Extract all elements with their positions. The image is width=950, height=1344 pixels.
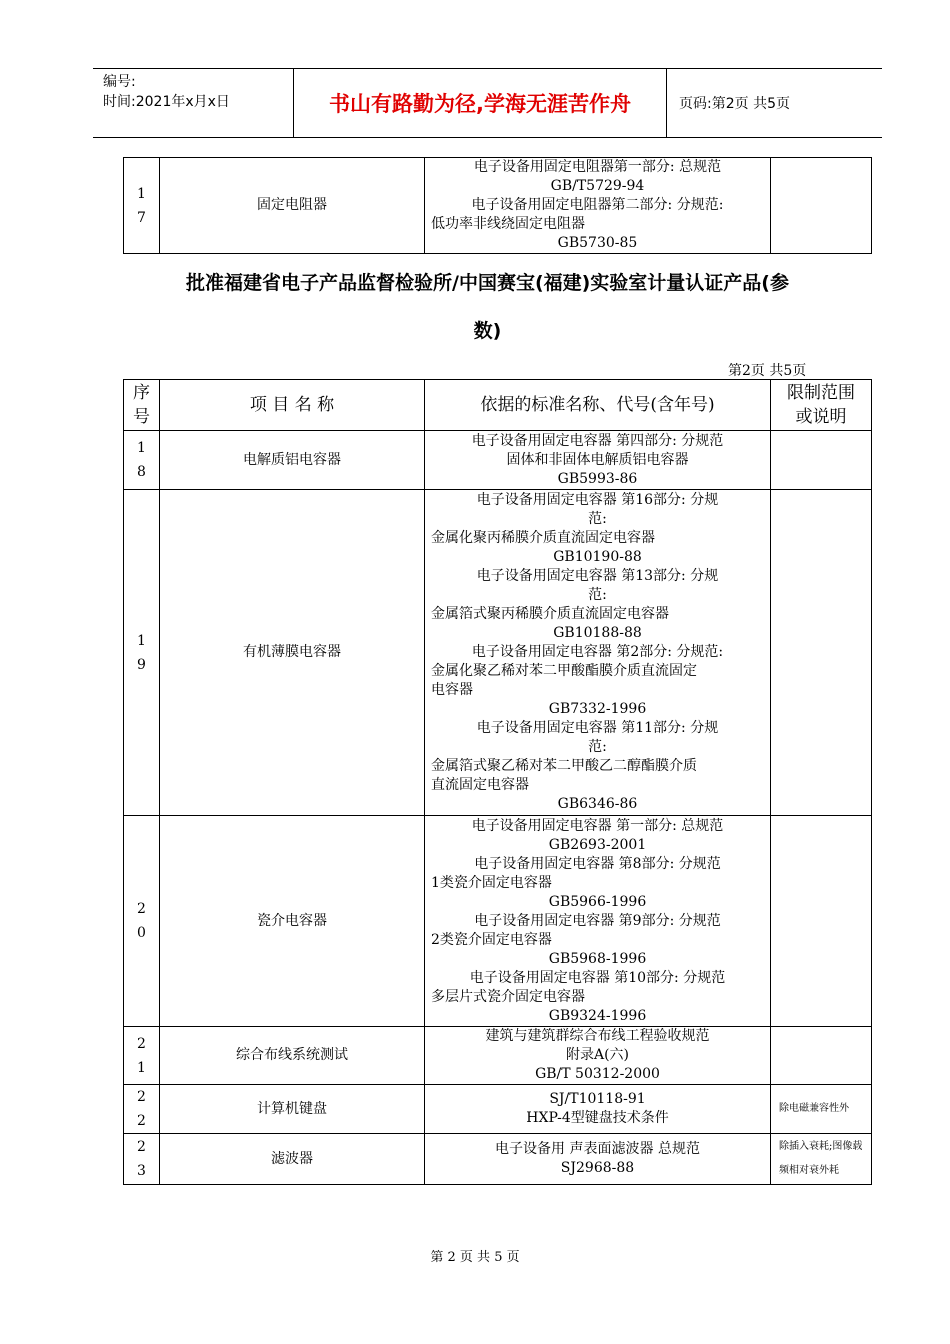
standard-cell: 电子设备用固定电容器 第一部分: 总规范 GB2693-2001 电子设备用固定电容器 第8部分: 分规范 1类瓷介固定电容器 GB5966-1996 电子设备用固定电容器 第9部分: 分规范 2类瓷介固定电容器 GB5968-1996 电子设备用固定电容器 第10部分: 分规范 多层片式瓷介固定电容器 GB9324-1996 [425,816,771,1027]
item-name: 有机薄膜电容器 [160,490,425,816]
item-name: 计算机键盘 [160,1085,425,1134]
table-row [124,431,872,490]
standard-cell: SJ/T10118-91 HXP-4型键盘技术条件 [425,1085,771,1134]
table-row [124,1085,872,1134]
seq-cell: 2 1 [124,1027,160,1085]
note-cell: 除插入衰耗;图像载频相对衰外耗 [771,1134,872,1185]
seq-cell: 2 0 [124,816,160,1027]
seq-cell: 1 9 [124,490,160,816]
table-row [124,158,872,254]
table-header [124,380,872,431]
main-table [123,379,872,1185]
standard-cell: 电子设备用 声表面滤波器 总规范 SJ2968-88 [425,1134,771,1185]
page-footer: 第 2 页 共 5 页 [430,1250,520,1265]
top-table [123,157,872,254]
item-name: 综合布线系统测试 [160,1027,425,1085]
note-cell [771,490,872,816]
note-cell [771,816,872,1027]
item-name: 电解质铝电容器 [160,431,425,490]
standard-cell: 电子设备用固定电容器 第16部分: 分规 范: 金属化聚丙稀膜介质直流固定电容器 GB10190-88 电子设备用固定电容器 第13部分: 分规 范: 金属箔式聚丙稀膜介质直流固定电容器 GB10188-88 电子设备用固定电容器 第2部分: 分规范: 金属化聚乙稀对苯二甲酸酯膜介质直流固定 电容器 GB7332-1996 电子设备用固定电容器 第11部分: 分规 范: 金属箔式聚乙稀对苯二甲酸乙二醇酯膜介质 直流固定电容器 GB6346-86 [425,490,771,816]
time-label: 时间:2021年x月x日 [103,94,230,110]
page-title: 批准福建省电子产品监督检验所/中国赛宝(福建)实验室计量认证产品(参 [186,272,789,294]
page-title-cont: 数) [473,320,502,342]
number-label: 编号: [103,74,136,90]
header-meta [93,69,294,137]
page-count: 第2页 共5页 [728,363,807,379]
table-row [124,816,872,1027]
col-header-name: 项 目 名 称 [160,380,425,431]
note-cell: 除电磁兼容性外 [771,1085,872,1134]
item-name: 瓷介电容器 [160,816,425,1027]
seq-cell: 1 7 [124,158,160,254]
note-cell [771,158,872,254]
note-cell [771,1027,872,1085]
standard-cell: 电子设备用固定电容器 第四部分: 分规范 固体和非固体电解质铝电容器 GB5993-86 [425,431,771,490]
page-label: 页码:第2页 共5页 [679,96,790,112]
standard-cell: 建筑与建筑群综合布线工程验收规范 附录A(六) GB/T 50312-2000 [425,1027,771,1085]
table-row [124,1027,872,1085]
note-cell [771,431,872,490]
page-header [93,68,882,138]
table-row [124,1134,872,1185]
item-name: 固定电阻器 [160,158,425,254]
motto: 书山有路勤为径,学海无涯苦作舟 [294,69,667,137]
table-row [124,490,872,816]
seq-cell: 2 3 [124,1134,160,1185]
col-header-seq: 序 号 [124,380,160,431]
col-header-note: 限制范围 或说明 [771,380,872,431]
col-header-standard: 依据的标准名称、代号(含年号) [425,380,771,431]
seq-cell: 1 8 [124,431,160,490]
item-name: 滤波器 [160,1134,425,1185]
standard-cell: 电子设备用固定电阻器第一部分: 总规范 GB/T5729-94 电子设备用固定电阻器第二部分: 分规范: 低功率非线绕固定电阻器 GB5730-85 [425,158,771,254]
seq-cell: 2 2 [124,1085,160,1134]
